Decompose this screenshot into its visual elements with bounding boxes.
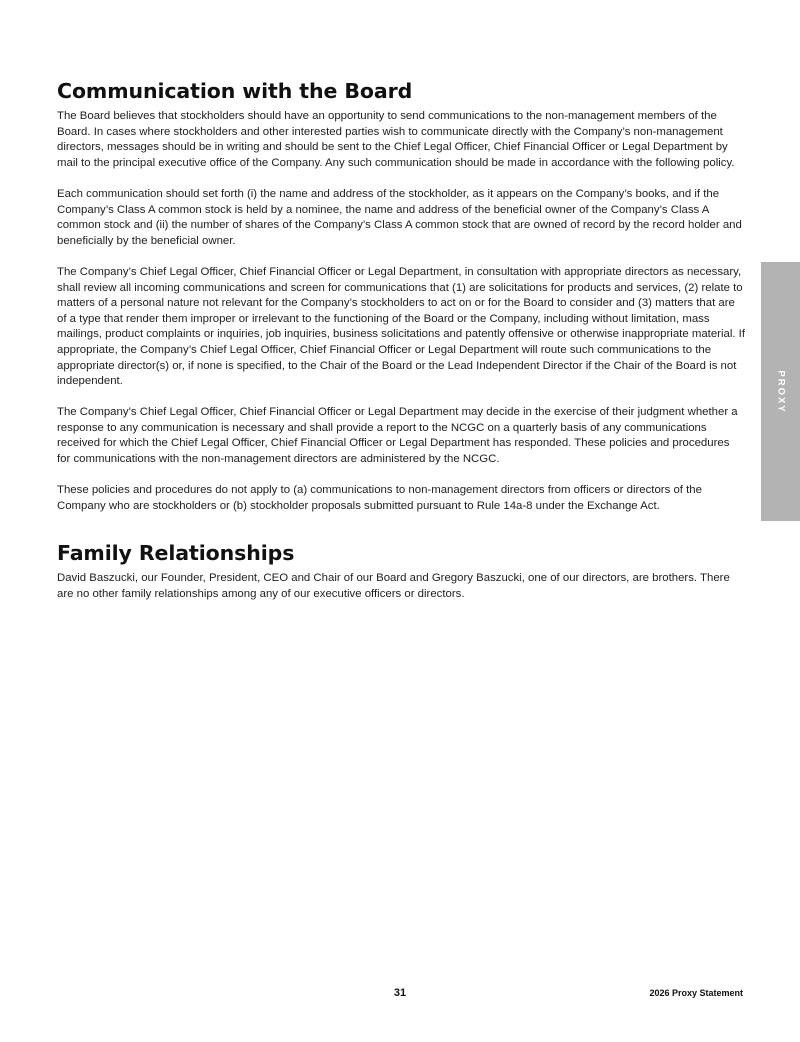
section-heading-family: Family Relationships [57,541,295,566]
paragraph: The Company’s Chief Legal Officer, Chief Financial Officer or Legal Department may decide in the exercise of their judgment whether a response to any communication is necessary and shall provide a report to the NCGC on a quarterly basis of any communications received for which the Chief Legal Officer, Chief Financial Officer or Legal Department has responded. These policies and procedures for communications with the non-management directors are administered by the NCGC. [57,406,738,466]
paragraph: Each communication should set forth (i) the name and address of the stockholder, as it appears on the Company’s books, and if the Company’s Class A common stock is held by a nominee, the name and address of the beneficial owner of the Company’s Class A common stock and (ii) the number of shares of the Company’s Class A common stock that are owned of record by the record holder and beneficially by the beneficial owner. [57,187,742,247]
paragraph: The Company’s Chief Legal Officer, Chief Financial Officer or Legal Department, in consultation with appropriate directors as necessary, shall review all incoming communications and screen for communications that (1) are solicitations for products and services, (2) relate to matters of a personal nature not relevant for the Company’s stockholders to act on or for the Board to consider and (3) matters that are of a type that render them improper or irrelevant to the functioning of the Board or the Company, including without limitation, mass mailings, product complaints or inquiries, job inquiries, business solicitations and patently offensive or otherwise inappropriate material. If appropriate, the Company’s Chief Legal Officer, Chief Financial Officer or Legal Department will route such communications to the appropriate director(s) or, if none is specified, to the Chair of the Board or the Lead Independent Director if the Chair of the Board is not independent. [57,265,746,388]
page-content [57,78,745,618]
section-heading-communication: Communication with the Board [57,79,413,103]
side-tab-proxy[interactable] [761,262,800,521]
paragraph: David Baszucki, our Founder, President, CEO and Chair of our Board and Gregory Baszucki, one of our directors, are brothers. There are no other family relationships among any of our executive officers or directors. [57,572,730,601]
side-tab-label: PROXY [775,369,786,414]
page-number: 31 [393,987,407,999]
paragraph: These policies and procedures do not apply to (a) communications to non-management directors from officers or directors of the Company who are stockholders or (b) stockholder proposals submitted pursuant to Rule 14a-8 under the Exchange Act. [57,484,702,512]
footer-document-title: 2026 Proxy Statement [649,988,743,998]
paragraph: The Board believes that stockholders should have an opportunity to send communications to the non-management members of the Board. In cases where stockholders and other interested parties wish to communicate directly with the Company’s non-management directors, messages should be in writing and should be sent to the Chief Legal Officer, Chief Financial Officer or Legal Department by mail to the principal executive office of the Company. Any such communication should be made in accordance with the following policy. [57,110,735,169]
